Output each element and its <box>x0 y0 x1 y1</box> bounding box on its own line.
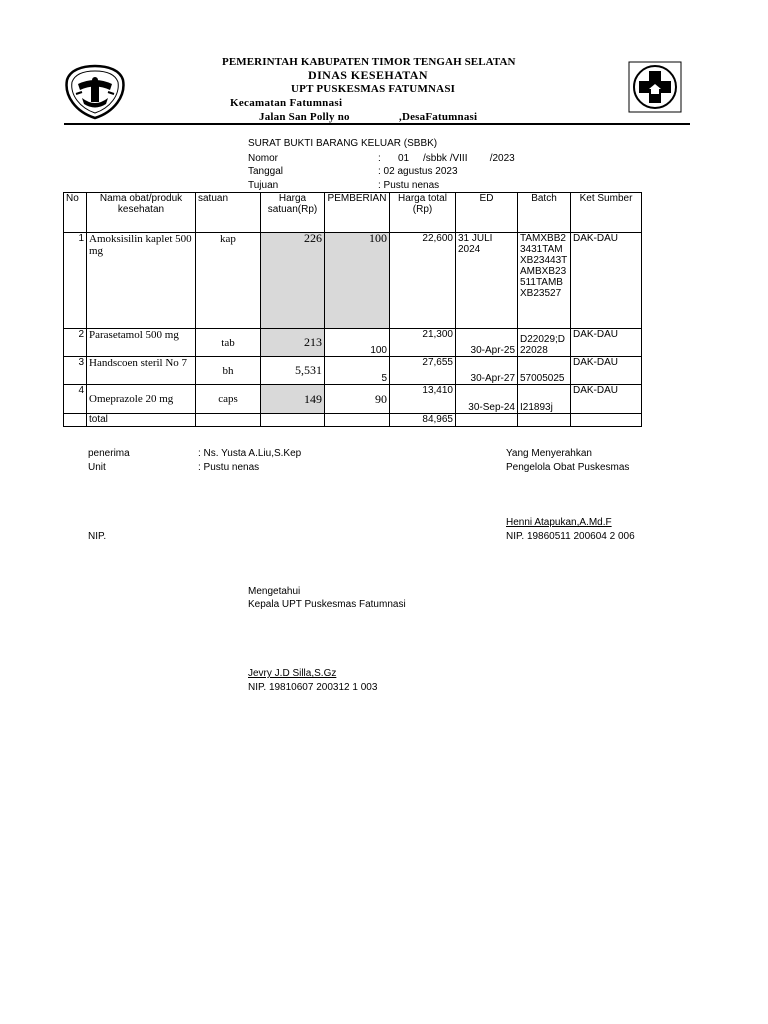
empty-cell <box>456 414 518 427</box>
row-nama: Omeprazole 20 mg <box>87 385 196 414</box>
nomor-label: Nomor <box>248 153 279 164</box>
header-batch: Batch <box>518 193 571 233</box>
pengelola-title: Pengelola Obat Puskesmas <box>506 462 630 473</box>
table-row <box>64 233 642 329</box>
tanggal-value: : 02 agustus 2023 <box>378 166 458 177</box>
row-no: 3 <box>64 357 87 385</box>
row-satuan: caps <box>196 385 261 414</box>
row-satuan: bh <box>196 357 261 385</box>
empty-cell <box>325 414 390 427</box>
empty-cell <box>571 414 642 427</box>
kepala-title: Kepala UPT Puskesmas Fatumnasi <box>248 599 406 610</box>
letterhead-rule <box>64 123 690 125</box>
table-row <box>64 385 642 414</box>
row-harga: 226 <box>261 233 325 329</box>
pengelola-name: Henni Atapukan,A.Md.F <box>506 517 612 528</box>
row-ket: DAK-DAU <box>571 357 642 385</box>
yang-menyerahkan: Yang Menyerahkan <box>506 448 592 459</box>
empty-cell <box>196 414 261 427</box>
row-ed: 31 JULI 2024 <box>456 233 518 329</box>
kop-line-5a: Jalan San Polly no <box>259 111 350 123</box>
header-harga-total: Harga total (Rp) <box>390 193 456 233</box>
row-ket: DAK-DAU <box>571 329 642 357</box>
pengelola-nip: NIP. 19860511 200604 2 006 <box>506 531 635 542</box>
header-pemberian: PEMBERIAN <box>325 193 390 233</box>
row-nama: Handscoen steril No 7 <box>87 357 196 385</box>
kop-line-3: UPT PUSKESMAS FATUMNASI <box>291 83 456 95</box>
header-harga-satuan: Harga satuan(Rp) <box>261 193 325 233</box>
row-pemberian: 90 <box>325 385 390 414</box>
total-label: total <box>87 414 196 427</box>
row-nama: Parasetamol 500 mg <box>87 329 196 357</box>
row-ed: 30-Apr-25 <box>456 329 518 357</box>
header-nama: Nama obat/produk kesehatan <box>87 193 196 233</box>
row-no: 2 <box>64 329 87 357</box>
row-harga: 213 <box>261 329 325 357</box>
row-total: 13,410 <box>390 385 456 414</box>
row-batch: 57005025 <box>518 357 571 385</box>
kepala-nip: NIP. 19810607 200312 1 003 <box>248 682 378 693</box>
kop-line-5b: ,DesaFatumnasi <box>399 111 478 123</box>
header-ket-sumber: Ket Sumber <box>571 193 642 233</box>
row-harga: 5,531 <box>261 357 325 385</box>
unit-value: : Pustu nenas <box>198 462 260 473</box>
row-ket: DAK-DAU <box>571 385 642 414</box>
row-total: 21,300 <box>390 329 456 357</box>
row-no: 4 <box>64 385 87 414</box>
row-no: 1 <box>64 233 87 329</box>
table-header-row <box>64 193 642 233</box>
row-ed: 30-Apr-27 <box>456 357 518 385</box>
unit-label: Unit <box>88 462 106 473</box>
kop-line-2: DINAS KESEHATAN <box>308 68 428 82</box>
table-total-row <box>64 414 642 427</box>
sbbk-table <box>63 192 642 427</box>
kepala-name: Jevry J.D Silla,S.Gz <box>248 668 337 679</box>
penerima-label: penerima <box>88 448 130 459</box>
empty-cell <box>261 414 325 427</box>
nomor-value: 01 /sbbk /VIII /2023 <box>398 153 515 164</box>
empty-cell <box>518 414 571 427</box>
row-pemberian: 5 <box>325 357 390 385</box>
row-ket: DAK-DAU <box>571 233 642 329</box>
row-pemberian: 100 <box>325 329 390 357</box>
tujuan-value: : Pustu nenas <box>378 180 440 191</box>
kop-line-4: Kecamatan Fatumnasi <box>230 97 343 109</box>
row-harga: 149 <box>261 385 325 414</box>
table-row <box>64 329 642 357</box>
row-satuan: kap <box>196 233 261 329</box>
nip-left: NIP. <box>88 531 107 542</box>
total-value: 84,965 <box>390 414 456 427</box>
tujuan-label: Tujuan <box>248 180 279 191</box>
nomor-colon: : <box>378 153 381 164</box>
row-pemberian: 100 <box>325 233 390 329</box>
row-batch: D22029;D22028 <box>518 329 571 357</box>
header-satuan: satuan <box>196 193 261 233</box>
puskesmas-cross-logo <box>628 61 682 113</box>
header-ed: ED <box>456 193 518 233</box>
header-no: No <box>64 193 87 233</box>
row-satuan: tab <box>196 329 261 357</box>
regency-seal-logo <box>64 64 126 120</box>
empty-cell <box>64 414 87 427</box>
doc-title: SURAT BUKTI BARANG KELUAR (SBBK) <box>248 138 438 149</box>
row-total: 22,600 <box>390 233 456 329</box>
row-batch: I21893j <box>518 385 571 414</box>
table-row <box>64 357 642 385</box>
penerima-value: : Ns. Yusta A.Liu,S.Kep <box>198 448 302 459</box>
row-nama: Amoksisilin kaplet 500 mg <box>87 233 196 329</box>
row-total: 27,655 <box>390 357 456 385</box>
row-ed: 30-Sep-24 <box>456 385 518 414</box>
row-batch: TAMXBB23431TAMXB23443TAMBXB23511TAMBXB23527 <box>518 233 571 329</box>
mengetahui-label: Mengetahui <box>248 586 301 597</box>
kop-line-1: PEMERINTAH KABUPATEN TIMOR TENGAH SELATAN <box>222 56 516 68</box>
tanggal-label: Tanggal <box>248 166 284 177</box>
